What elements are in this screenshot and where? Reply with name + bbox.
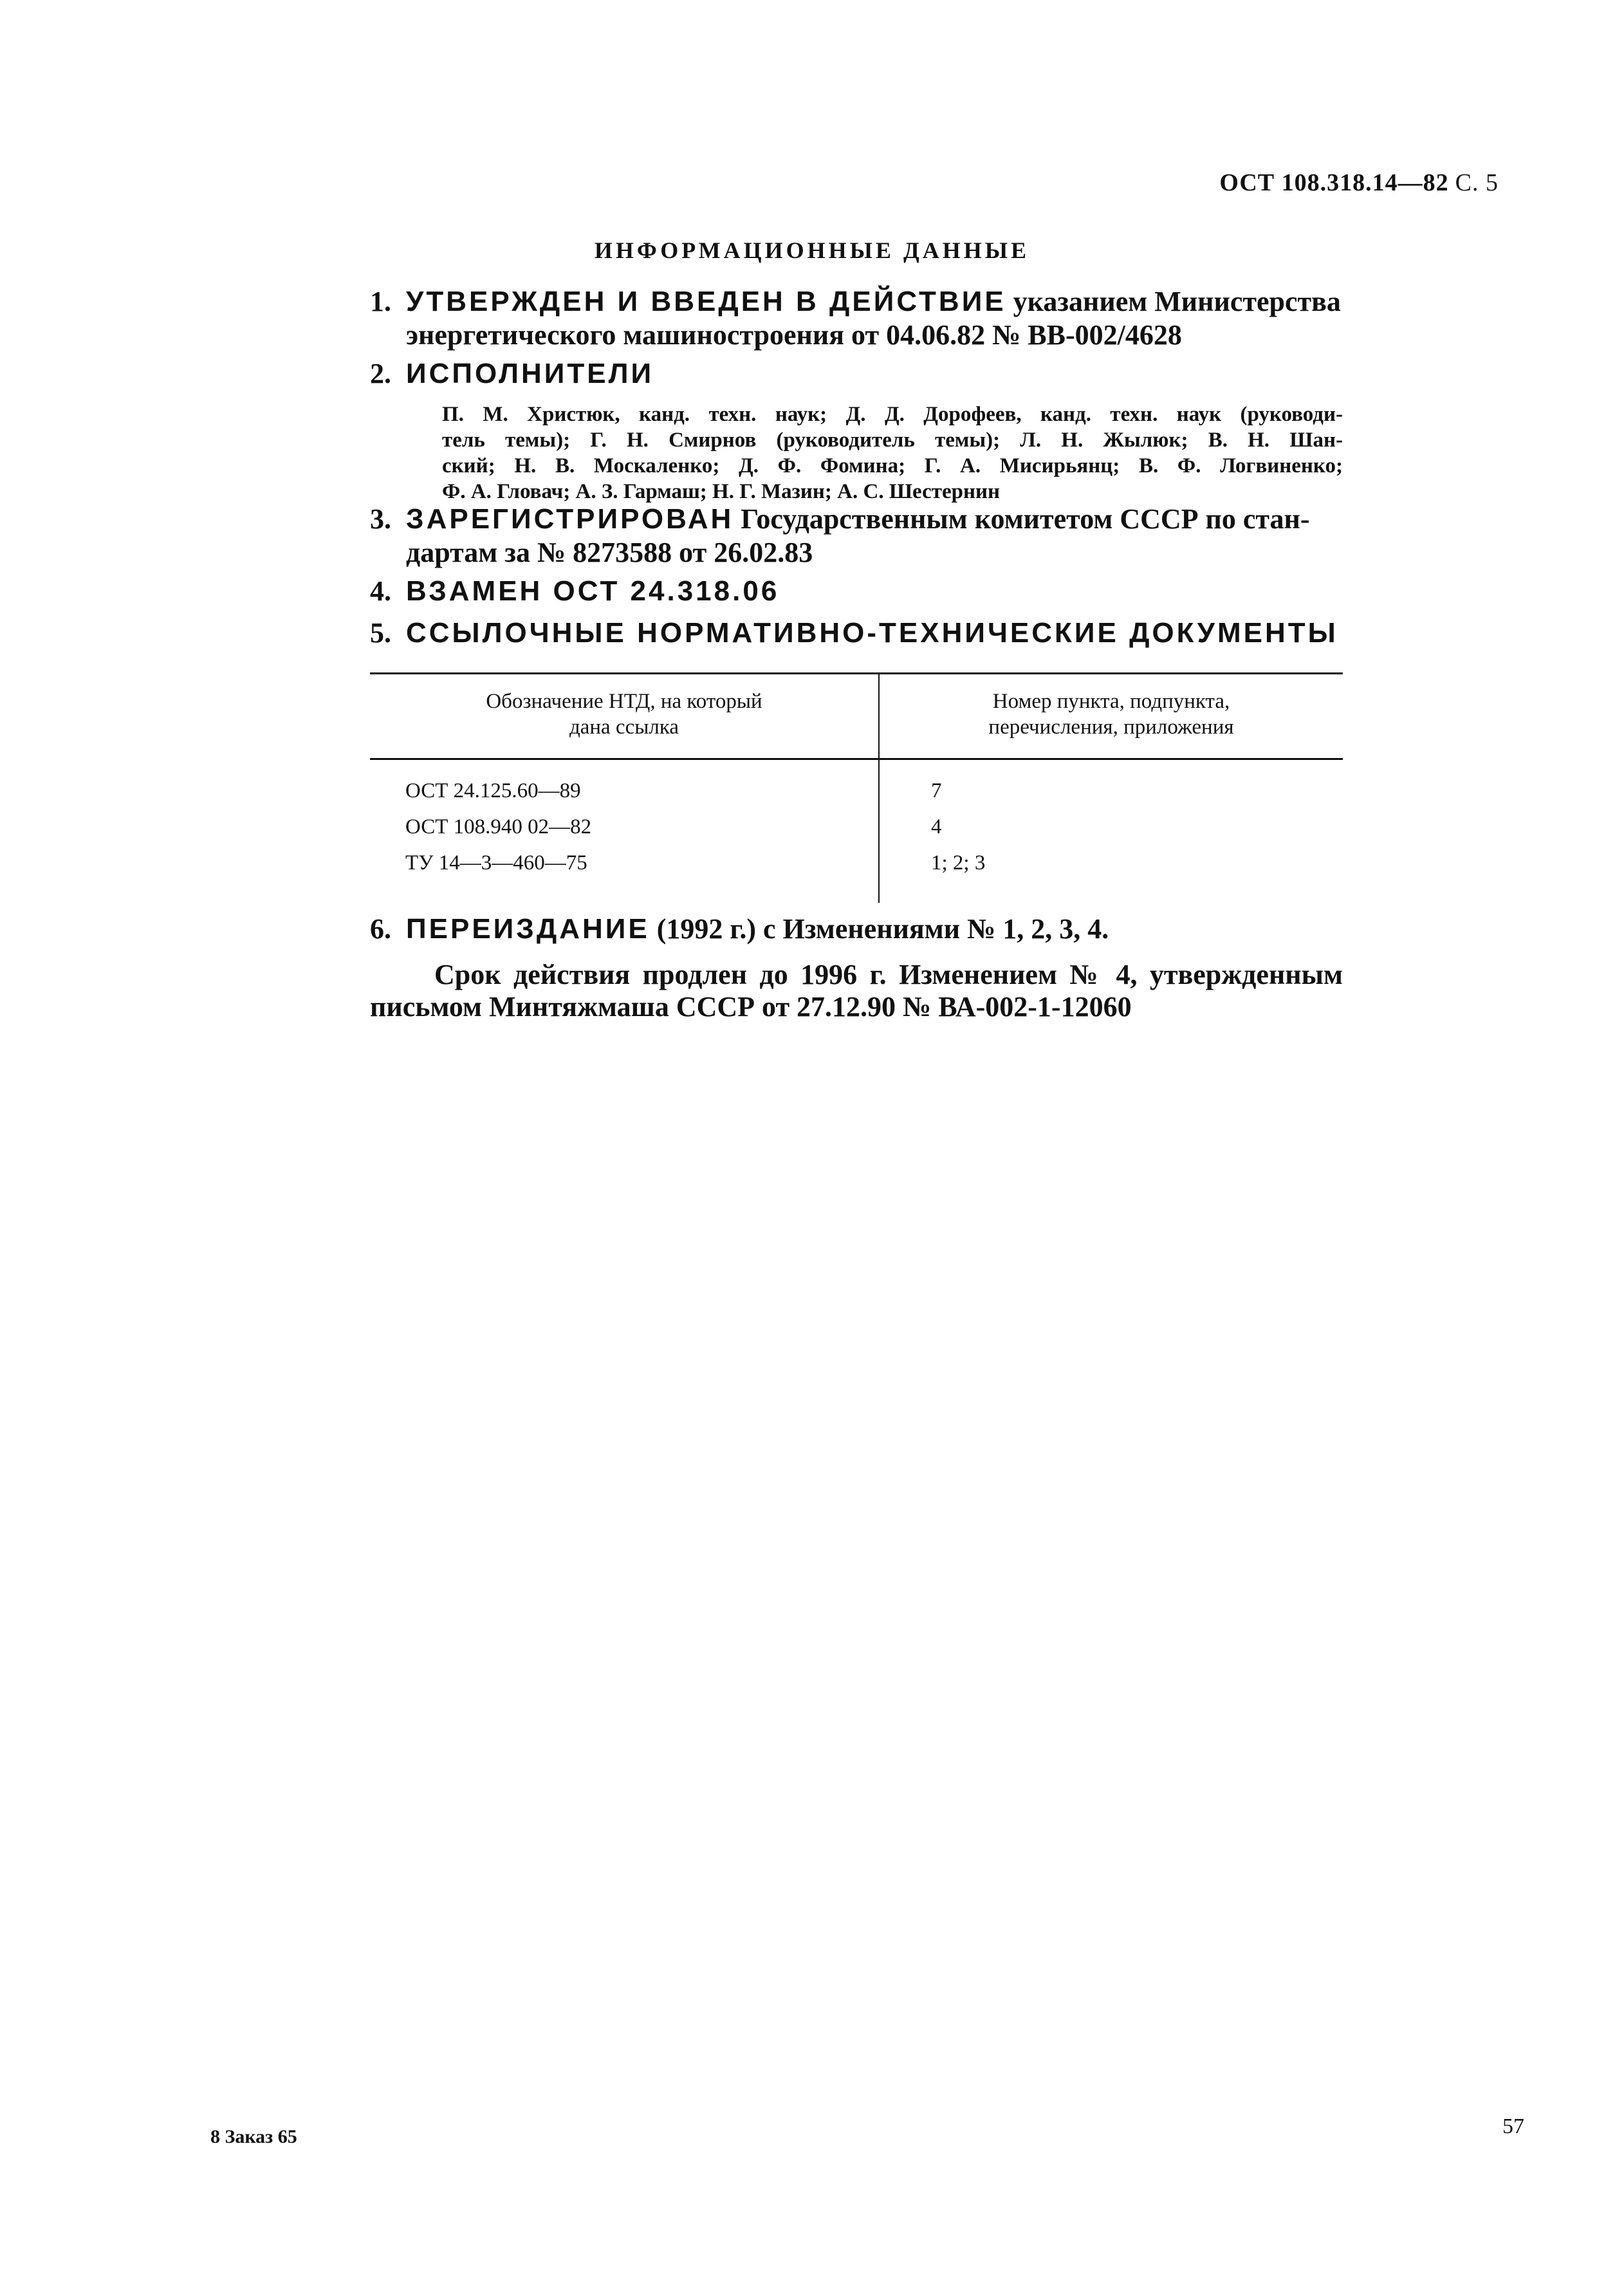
item-number: 6. [370, 913, 391, 945]
table-cell-doc: ТУ 14—3—460—75 [405, 851, 587, 874]
item-number: 5. [370, 617, 391, 649]
item-caption: ЗАРЕГИСТРИРОВАН [406, 503, 734, 535]
standard-code: ОСТ 108.318.14—82 [1219, 169, 1449, 196]
item-caption: ПЕРЕИЗДАНИЕ [406, 913, 650, 945]
order-note: 8 Заказ 65 [210, 2126, 297, 2147]
item-replaces [370, 573, 1343, 610]
item-caption: ИСПОЛНИТЕЛИ [406, 358, 654, 389]
header-item-number: Номер пункта, подпункта, перечисления, приложения [879, 674, 1343, 759]
doc-column [370, 759, 879, 903]
item-text: (1992 г.) с Изменениями № 1, 2, 3, 4. [656, 913, 1109, 945]
ref-column [879, 759, 1343, 903]
table-cell-doc: ОСТ 108.940 02—82 [405, 815, 592, 838]
document-header [1219, 169, 1499, 197]
page-number: 57 [1502, 2114, 1524, 2138]
table-cell-ref: 4 [931, 815, 942, 838]
page-title: ИНФОРМАЦИОННЫЕ ДАННЫЕ [594, 237, 1030, 263]
executors-line: ский; Н. В. Москаленко; Д. Ф. Фомина; Г. А. Мисирьянц; В. Ф. Логвиненко; [442, 454, 1343, 477]
item-registered [370, 501, 1343, 571]
item-text: указанием Министерства [1013, 286, 1341, 317]
item-caption: УТВЕРЖДЕН И ВВЕДЕН В ДЕЙСТВИЕ [406, 286, 1006, 317]
item-references [370, 615, 1343, 652]
table-cell-ref: 7 [931, 779, 942, 802]
executors-line: тель темы); Г. Н. Смирнов (руководитель темы); Л. Н. Жылюк; В. Н. Шан- [442, 429, 1343, 452]
item-number: 2. [370, 358, 391, 389]
executors-line: П. М. Христюк, канд. техн. наук; Д. Д. Дорофеев, канд. техн. наук (руководи- [442, 403, 1343, 426]
table-body-row [370, 759, 1343, 903]
extension-note: Срок действия продлен до 1996 г. Изменением № 4, утвержденным письмом Минтяжмаша СССР от 27.12.90 № ВА-002-1-12060 [370, 959, 1343, 1022]
item-reissue [370, 911, 1343, 948]
page-label: С. 5 [1455, 169, 1499, 196]
executors-line: Ф. А. Гловач; А. З. Гармаш; Н. Г. Мазин; А. С. Шестернин [442, 480, 1001, 503]
item-executors [370, 355, 1343, 393]
item-approved [370, 283, 1343, 354]
item-text-cont: дартам за № 8273588 от 26.02.83 [406, 537, 813, 568]
item-number: 3. [370, 503, 391, 535]
item-text-cont: энергетического машиностроения от 04.06.82 № ВВ-002/4628 [406, 319, 1182, 351]
item-text: Государственным комитетом СССР по стан- [741, 503, 1310, 535]
item-caption: ВЗАМЕН ОСТ 24.318.06 [406, 575, 780, 607]
item-number: 4. [370, 575, 391, 607]
item-number: 1. [370, 286, 391, 317]
table-header-row [370, 674, 1343, 759]
executors-list [442, 402, 1343, 504]
table-cell-doc: ОСТ 24.125.60—89 [405, 779, 581, 802]
references-table [370, 672, 1343, 903]
header-doc-designation: Обозначение НТД, на который дана ссылка [370, 674, 879, 759]
item-caption: ССЫЛОЧНЫЕ НОРМАТИВНО-ТЕХНИЧЕСКИЕ ДОКУМЕНТЫ [406, 617, 1338, 649]
table-cell-ref: 1; 2; 3 [931, 851, 986, 874]
